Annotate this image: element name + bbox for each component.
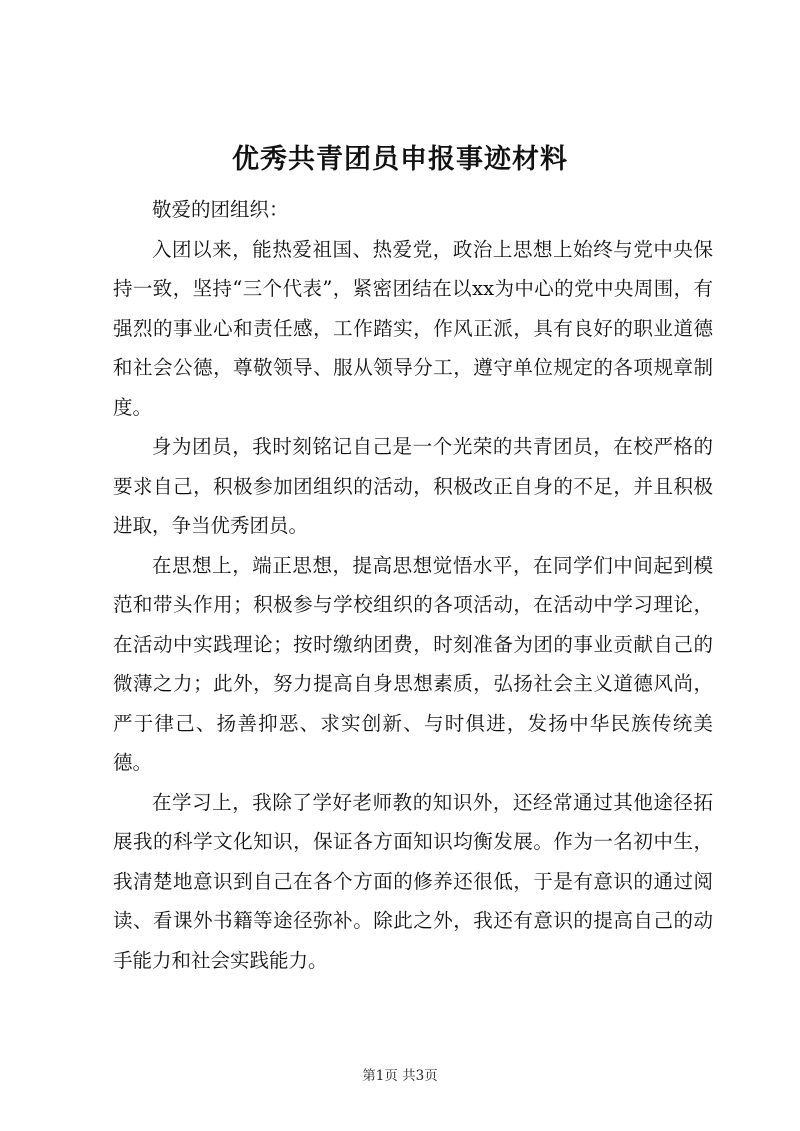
document-title: 优秀共青团员申报事迹材料 (232, 144, 568, 175)
document-body (113, 190, 713, 980)
paragraph-1: 入团以来，能热爱祖国、热爱党，政治上思想上始终与党中央保持一致，坚持“三个代表”，紧密团结在以xx为中心的党中央周围，有强烈的事业心和责任感，工作踏实，作风正派，具有良好的职业道德和社会公德，尊敬领导、服从领导分工，遵守单位规定的各项规章制度。 (113, 237, 713, 419)
paragraph-2: 身为团员，我时刻铭记自己是一个光荣的共青团员，在校严格的要求自己，积极参加团组织的活动，积极改正自身的不足，并且积极进取，争当优秀团员。 (113, 435, 713, 537)
salutation: 敬爱的团组织： (152, 198, 289, 221)
paragraph-4: 在学习上，我除了学好老师教的知识外，还经常通过其他途径拓展我的科学文化知识，保证各方面知识均衡发展。作为一名初中生，我清楚地意识到自己在各个方面的修养还很低，于是有意识的通过阅读、看课外书籍等途径弥补。除此之外，我还有意识的提高自己的动手能力和社会实践能力。 (113, 790, 713, 972)
paragraph-3: 在思想上，端正思想，提高思想觉悟水平，在同学们中间起到模范和带头作用；积极参与学校组织的各项活动，在活动中学习理论，在活动中实践理论；按时缴纳团费，时刻准备为团的事业贡献自己的微薄之力；此外，努力提高自身思想素质，弘扬社会主义道德风尚，严于律己、扬善抑恶、求实创新、与时俱进，发扬中华民族传统美德。 (113, 553, 713, 774)
page-footer: 第1页 共3页 (362, 1068, 438, 1084)
